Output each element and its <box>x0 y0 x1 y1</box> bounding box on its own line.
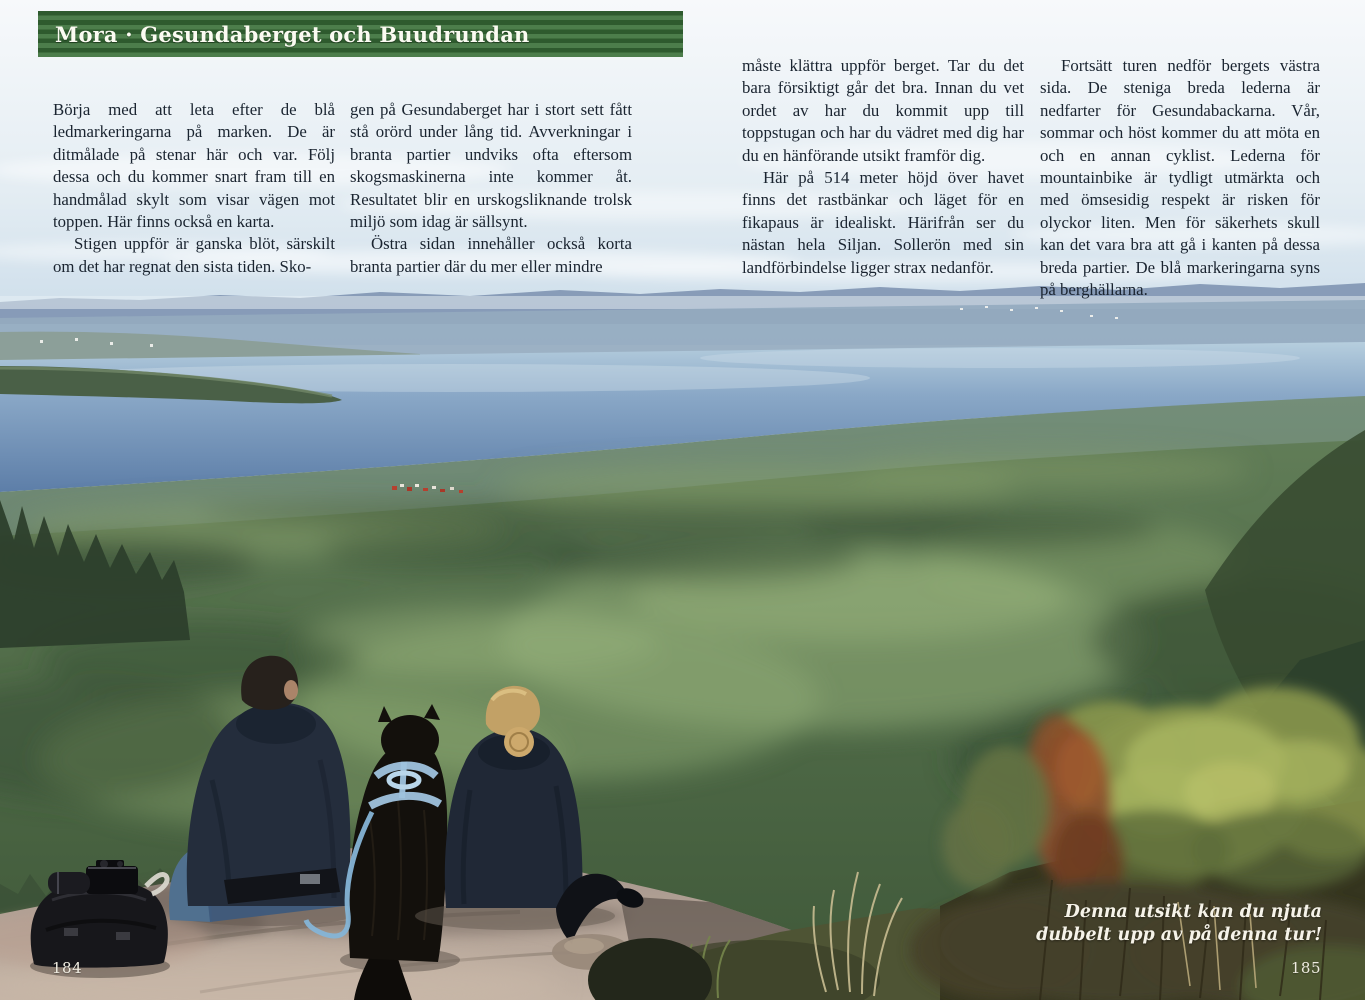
text-column-4 <box>1040 55 1320 301</box>
text-column-2 <box>350 99 632 278</box>
chapter-banner <box>38 11 683 57</box>
photo-caption-line2: dubbelt upp av på denna tur! <box>1036 925 1322 945</box>
body-paragraph: Östra sidan innehåller också korta branta partier där du mer eller mindre <box>350 234 632 276</box>
body-paragraph: Här på 514 meter höjd över havet finns det rastbänkar och läget för en fikapaus är idealiskt. Härifrån ser du nästan hela Siljan. Sollerön med sin landförbindelse ligger strax nedanför. <box>742 168 1024 277</box>
body-paragraph: Stigen uppför är ganska blöt, särskilt om det har regnat den sista tiden. Sko- <box>53 234 335 276</box>
photo-caption-line1: Denna utsikt kan du njuta <box>1064 902 1322 922</box>
body-paragraph: gen på Gesundaberget har i stort sett fått stå orörd under lång tid. Avverkningar i branta partier undviks ofta eftersom skogsmaskinerna inte kommer åt. Resultatet blir en urskogsliknande trolsk miljö som idag är sällsynt. <box>350 100 632 232</box>
chapter-title: Mora · Gesundaberget och Buudrundan <box>55 21 530 47</box>
photo-caption <box>1036 901 1322 947</box>
body-paragraph: måste klättra uppför berget. Tar du det bara försiktigt går det bra. Innan du vet ordet av har du kommit upp till toppstugan och har du vädret med dig har du en hänförande utsikt framför dig. <box>742 56 1024 165</box>
body-paragraph: Börja med att leta efter de blå ledmarkeringarna på marken. De är ditmålade på stenar här och var. Följ dessa och du kommer snart fram till en handmålad skylt som visar vägen mot toppen. Här finns också en karta. <box>53 100 335 232</box>
page-number-right: 185 <box>1290 959 1321 977</box>
page-number-left: 184 <box>52 959 83 977</box>
text-column-3 <box>742 55 1024 279</box>
body-paragraph: Fortsätt turen nedför bergets västra sida. De steniga breda lederna är nedfarter för Gesundabackarna. Vår, sommar och höst kommer du att möta en och en annan cyklist. Lederna för mountainbike är tydligt utmärkta och med ömsesidig respekt är risken för olyckor liten. Men för säkerhets skull kan det vara bra att gå i kanten på dessa breda partier. De blå markeringarna syns på berghällarna. <box>1040 56 1320 300</box>
text-column-1 <box>53 99 335 278</box>
